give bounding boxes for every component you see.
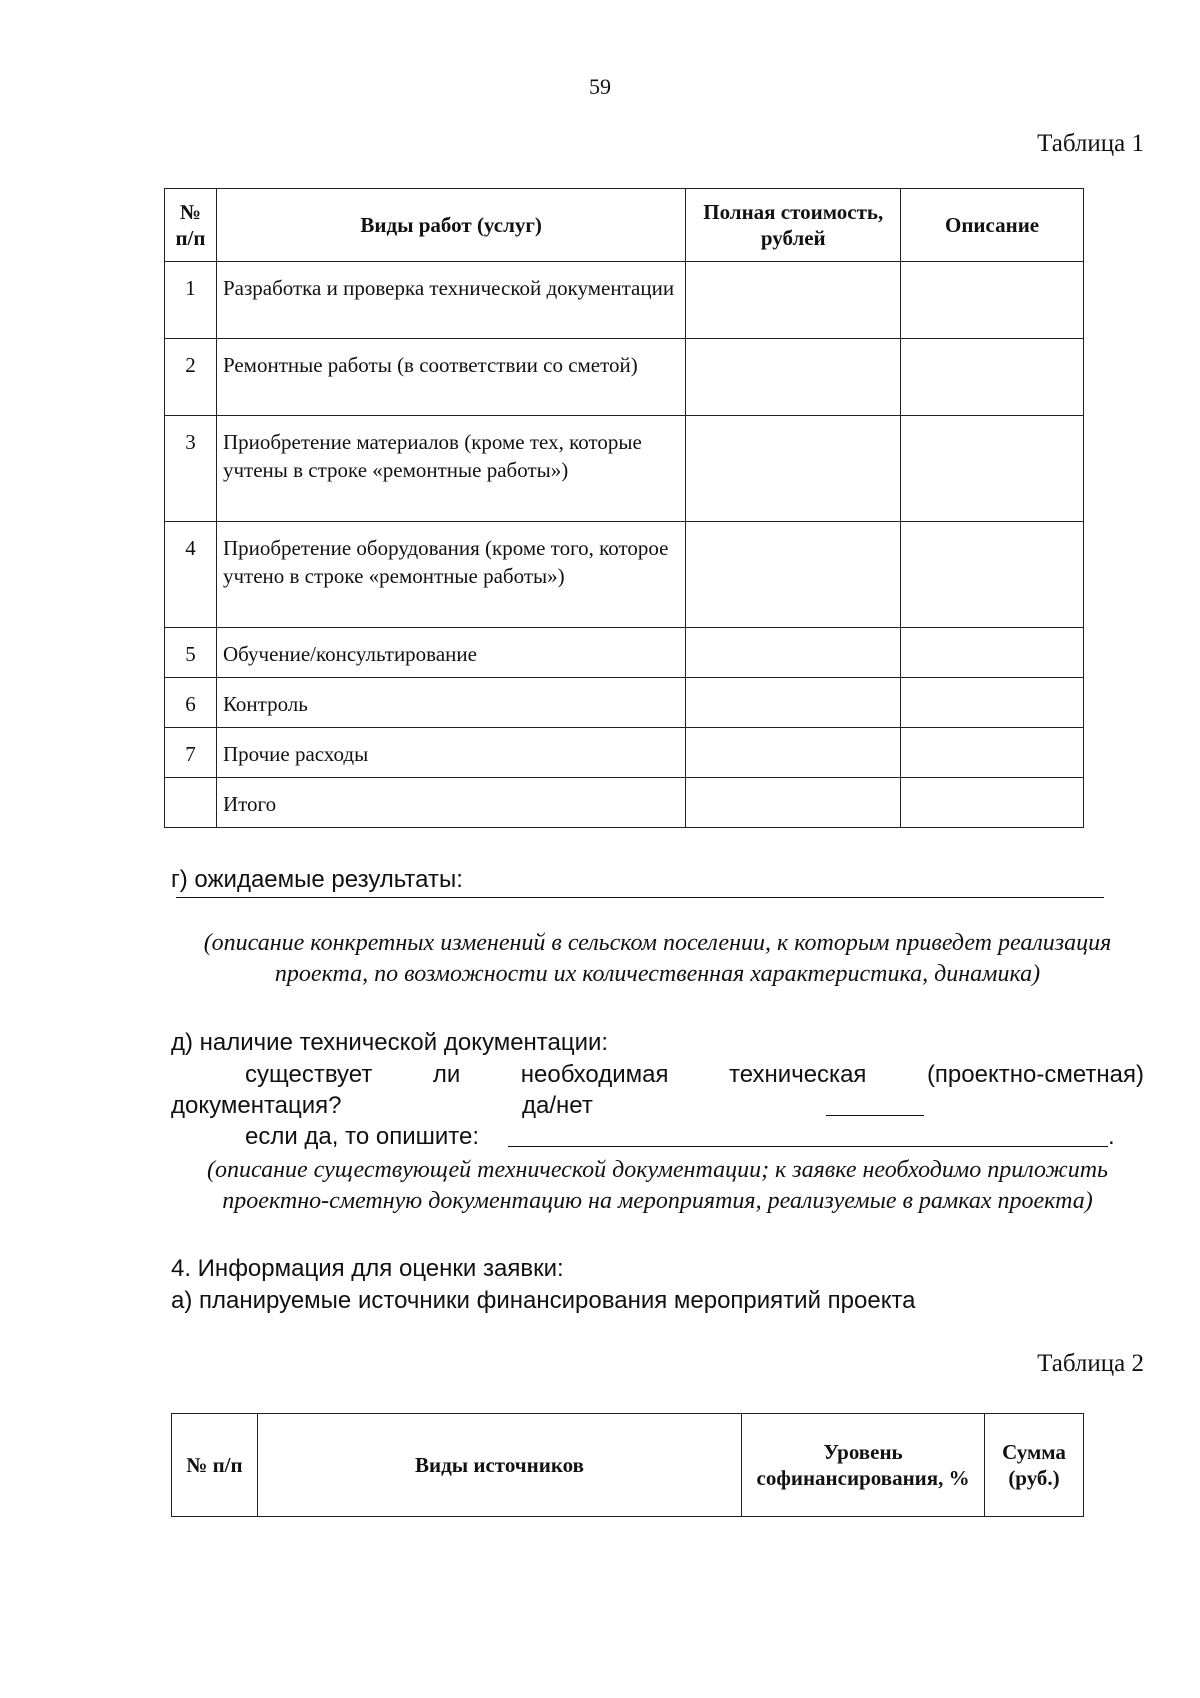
section-4-heading: 4. Информация для оценки заявки:: [171, 1255, 564, 1282]
section-g-heading: г) ожидаемые результаты:: [171, 866, 463, 893]
row-work-name: Приобретение оборудования (кроме того, которое учтено в строке «ремонтные работы»): [216, 522, 685, 628]
question-end: документация?: [171, 1092, 342, 1119]
row-work-name: Приобретение материалов (кроме тех, которые учтены в строке «ремонтные работы»): [216, 416, 685, 522]
if-yes-label: если да, то опишите:: [245, 1123, 479, 1150]
header-num: № п/п: [165, 189, 217, 262]
row-description-cell[interactable]: [901, 728, 1084, 778]
row-description-cell[interactable]: [901, 262, 1084, 339]
header-cofinancing-level: Уровень софинансирования, %: [742, 1414, 985, 1517]
table-row-total: [165, 778, 1084, 828]
row-description-cell[interactable]: [901, 628, 1084, 678]
table1-caption: Таблица 1: [1037, 130, 1144, 157]
table2-caption: Таблица 2: [1037, 1350, 1144, 1377]
row-num: 6: [165, 678, 217, 728]
row-work-name: Ремонтные работы (в соответствии со сметой): [216, 339, 685, 416]
row-work-name: Контроль: [216, 678, 685, 728]
row-num: 1: [165, 262, 217, 339]
table-funding-sources: [171, 1413, 1084, 1517]
row-cost-cell[interactable]: [686, 416, 901, 522]
row-work-name: Прочие расходы: [216, 728, 685, 778]
row-num: 3: [165, 416, 217, 522]
section-d-heading: д) наличие технической документации:: [171, 1029, 609, 1056]
header-num: № п/п: [172, 1414, 258, 1517]
row-cost-cell[interactable]: [686, 522, 901, 628]
row-cost-cell[interactable]: [686, 628, 901, 678]
table-row: [165, 678, 1084, 728]
row-cost-cell[interactable]: [686, 262, 901, 339]
row-description-cell[interactable]: [901, 416, 1084, 522]
row-description-cell[interactable]: [901, 522, 1084, 628]
row-work-name: Итого: [216, 778, 685, 828]
section-d-note: (описание существующей технической документации; к заявке необходимо приложить проектно-сметную документацию на мероприятия, реализуемые в рамках проекта): [207, 1157, 1108, 1214]
section-g-note: (описание конкретных изменений в сельском поселении, к которым приведет реализация проекта, по возможности их количественная характеристика, динамика): [203, 930, 1112, 987]
table-work-types: [164, 188, 1084, 828]
row-num: 7: [165, 728, 217, 778]
description-fill-line[interactable]: [508, 1146, 1108, 1147]
question-line: существует ли необходимая техническая (проектно-сметная): [245, 1061, 1144, 1088]
row-description-cell[interactable]: [901, 339, 1084, 416]
row-cost-cell[interactable]: [686, 778, 901, 828]
header-amount: Сумма (руб.): [985, 1414, 1084, 1517]
yes-no-label: да/нет: [522, 1092, 593, 1119]
table-row: [165, 628, 1084, 678]
results-fill-line[interactable]: [176, 897, 1104, 898]
row-work-name: Разработка и проверка технической документации: [216, 262, 685, 339]
row-num: 2: [165, 339, 217, 416]
row-num: 5: [165, 628, 217, 678]
row-cost-cell[interactable]: [686, 339, 901, 416]
header-source-type: Виды источников: [257, 1414, 741, 1517]
header-work-type: Виды работ (услуг): [216, 189, 685, 262]
row-description-cell[interactable]: [901, 778, 1084, 828]
row-description-cell[interactable]: [901, 678, 1084, 728]
table-row: [165, 339, 1084, 416]
page-number: 59: [589, 74, 611, 99]
yes-no-fill-line[interactable]: [826, 1115, 924, 1116]
row-num: [165, 778, 217, 828]
table-row: [165, 262, 1084, 339]
row-work-name: Обучение/консультирование: [216, 628, 685, 678]
header-full-cost: Полная стоимость, рублей: [686, 189, 901, 262]
table-row: [165, 728, 1084, 778]
row-cost-cell[interactable]: [686, 728, 901, 778]
header-description: Описание: [901, 189, 1084, 262]
section-4-item-a: а) планируемые источники финансирования мероприятий проекта: [171, 1287, 916, 1314]
period: .: [1108, 1123, 1115, 1150]
table-row: [165, 522, 1084, 628]
table-row: [165, 416, 1084, 522]
row-num: 4: [165, 522, 217, 628]
row-cost-cell[interactable]: [686, 678, 901, 728]
